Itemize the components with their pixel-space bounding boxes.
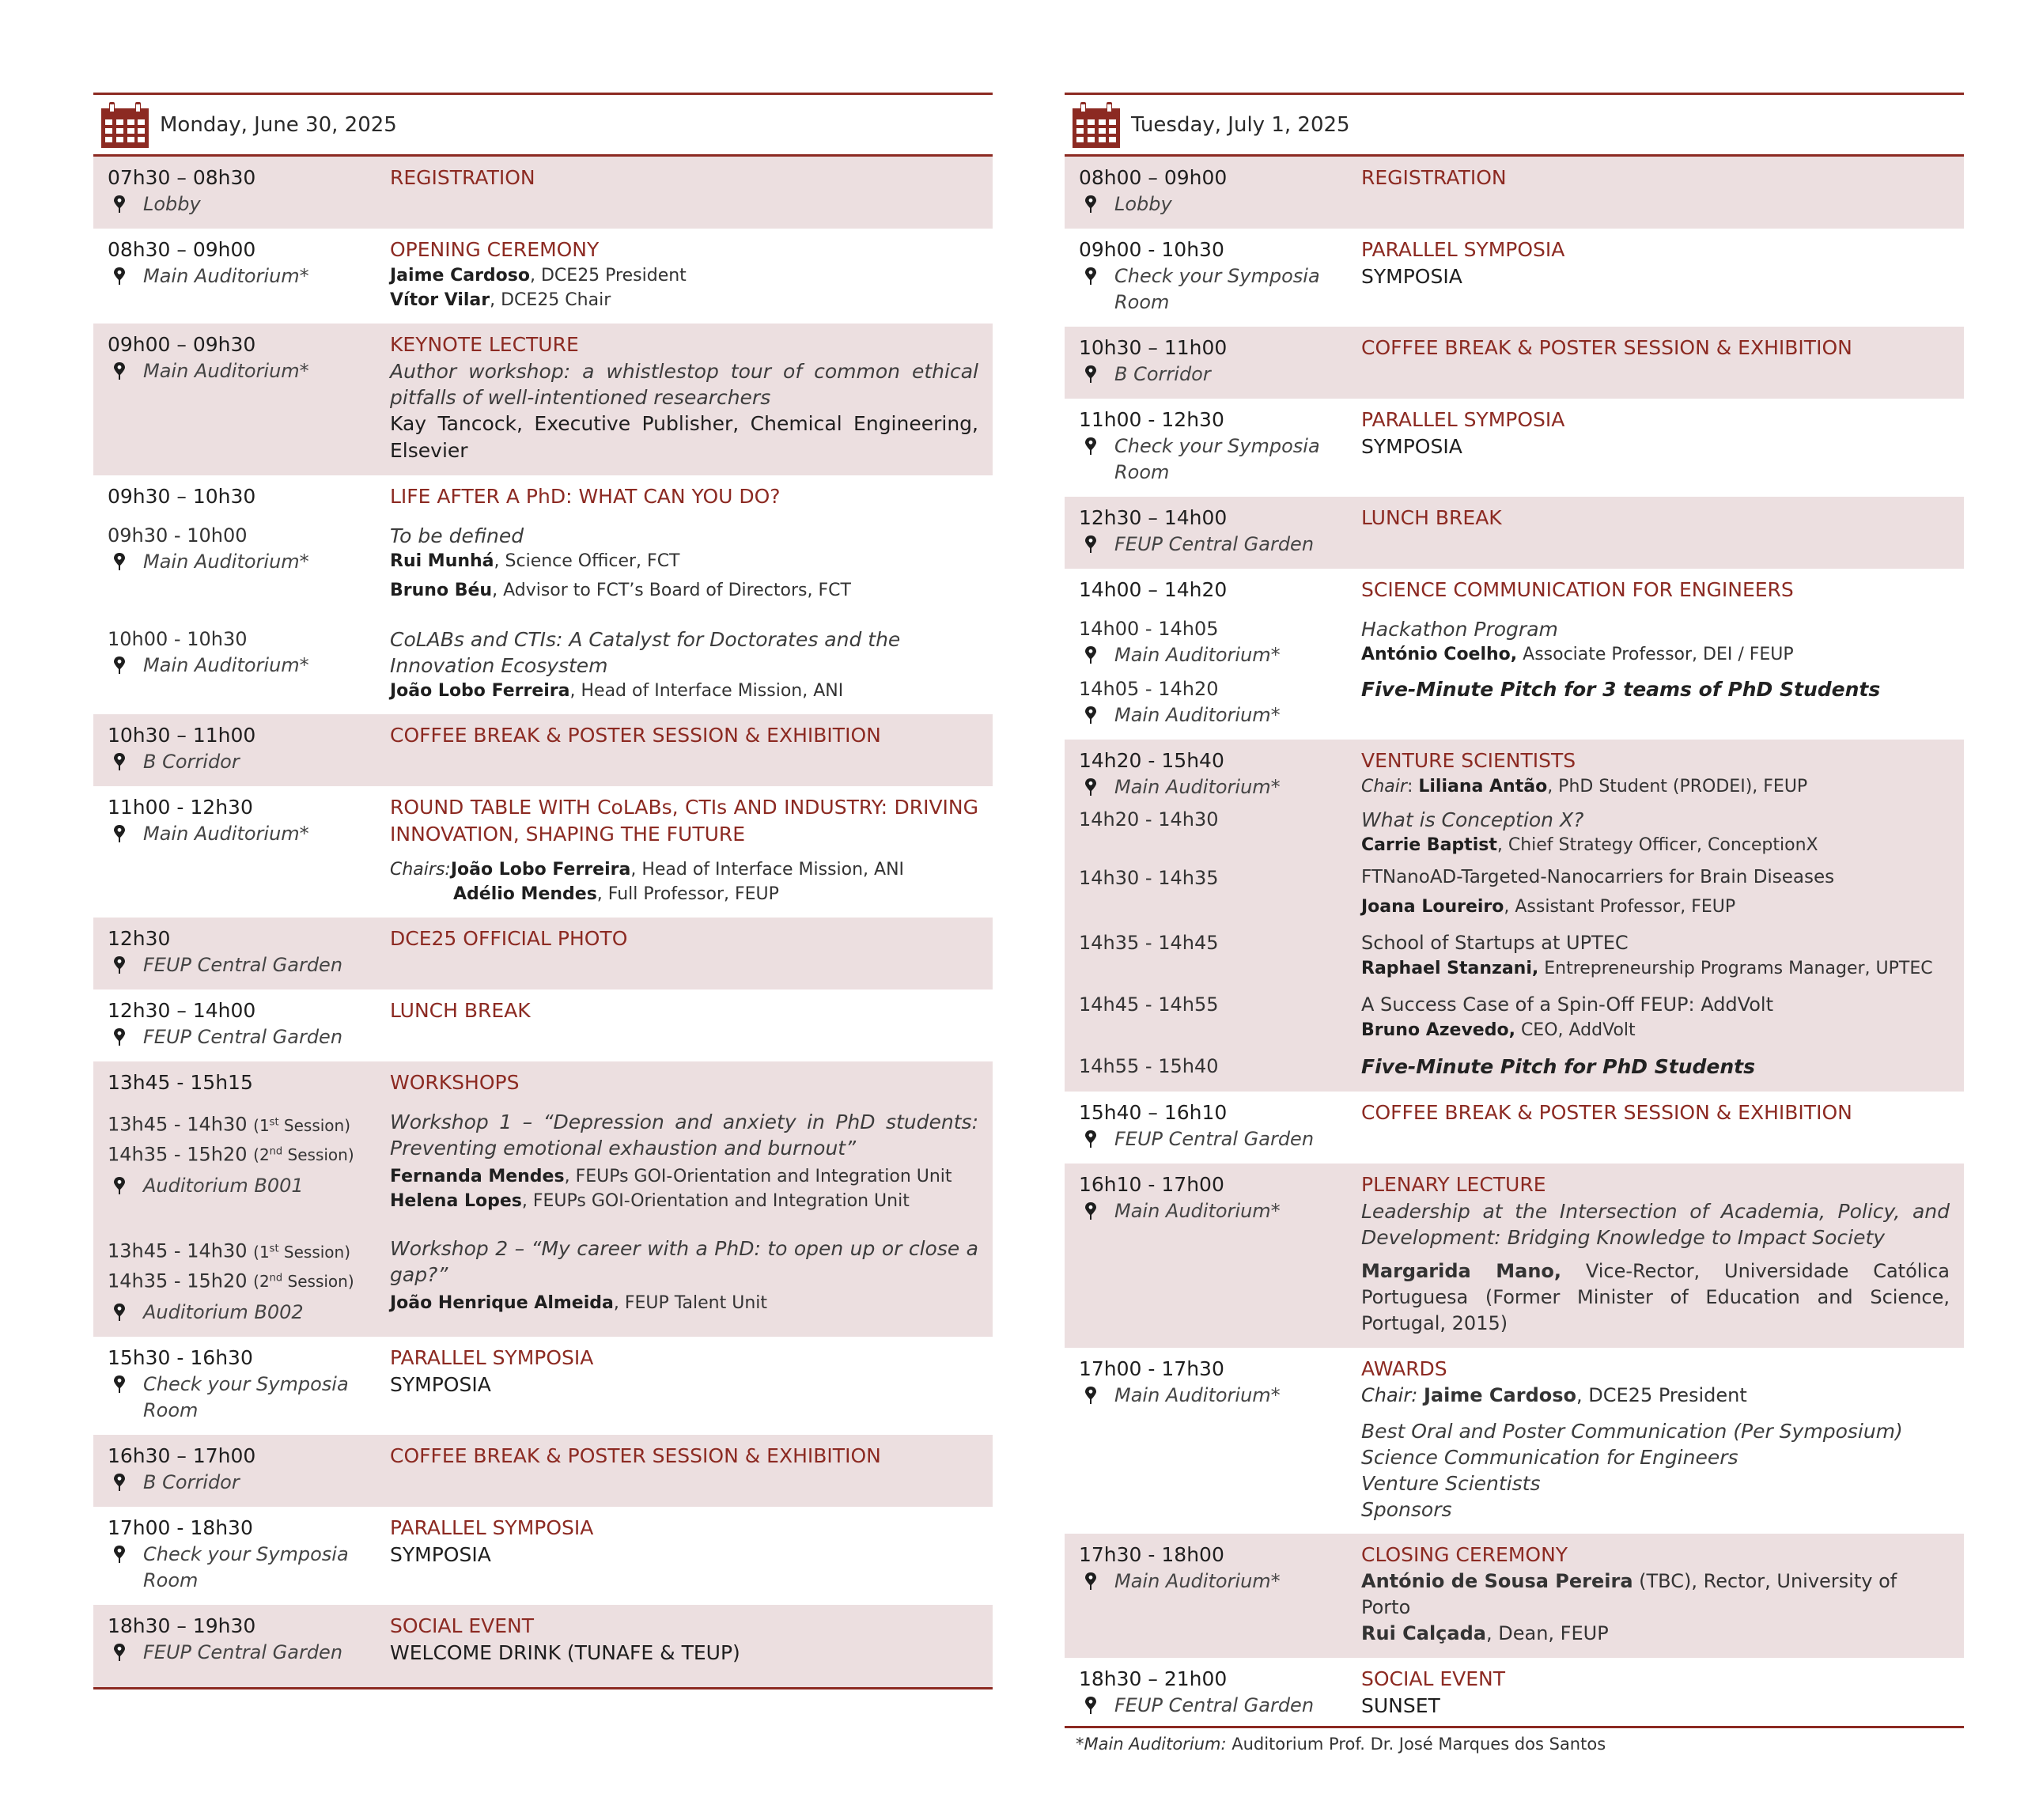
speaker: Rui Munhá, Science Officer, FCT <box>390 551 680 571</box>
schedule-row <box>1065 327 1964 399</box>
map-pin-icon <box>1084 535 1098 554</box>
event-title: COFFEE BREAK & POSTER SESSION & EXHIBITION <box>1361 1101 1852 1124</box>
map-pin-icon <box>112 824 127 843</box>
speaker: João Henrique Almeida, FEUP Talent Unit <box>390 1293 768 1313</box>
day-column-monday <box>93 93 993 1689</box>
map-pin-icon <box>112 1303 127 1322</box>
talk-title: FTNanoAD-Targeted-Nanocarriers for Brain Diseases <box>1361 867 1835 887</box>
chair: Chairs:João Lobo Ferreira, Head of Interface Mission, ANI <box>390 860 905 880</box>
map-pin-icon <box>1084 1201 1098 1220</box>
sub-time: 14h35 - 15h20 (2nd Session) <box>108 1269 354 1292</box>
row-time: 12h30 – 14h00 <box>108 999 256 1022</box>
speaker: Carrie Baptist, Chief Strategy Officer, ConceptionX <box>1361 835 1818 855</box>
row-location: Main Auditorium* <box>1114 644 1281 666</box>
schedule-row <box>1065 399 1964 497</box>
map-pin-icon <box>1084 365 1098 384</box>
row-time: 15h40 – 16h10 <box>1079 1101 1228 1124</box>
schedule-row <box>93 229 993 324</box>
row-location: Check your Symposia Room <box>1114 435 1320 483</box>
map-pin-icon <box>112 1473 127 1492</box>
map-pin-icon <box>1084 437 1098 456</box>
sub-time: 14h55 - 15h40 <box>1079 1055 1219 1077</box>
row-location: Main Auditorium* <box>1114 776 1281 798</box>
row-location: B Corridor <box>143 1471 240 1494</box>
map-pin-icon <box>112 752 127 771</box>
row-time: 08h00 – 09h00 <box>1079 166 1228 189</box>
schedule-row <box>93 157 993 229</box>
award-item: Best Oral and Poster Communication (Per Symposium) <box>1361 1420 1903 1443</box>
map-pin-icon <box>112 267 127 286</box>
sub-time: 14h45 - 14h55 <box>1079 993 1219 1016</box>
sub-time: 09h30 - 10h00 <box>108 524 248 547</box>
row-location: Main Auditorium* <box>1114 704 1281 726</box>
schedule-row <box>93 1337 993 1435</box>
row-location: Main Auditorium* <box>143 823 309 845</box>
map-pin-icon <box>112 656 127 675</box>
schedule-row <box>1065 497 1964 569</box>
event-title: LUNCH BREAK <box>1361 506 1502 529</box>
schedule-row <box>1065 1164 1964 1348</box>
award-item: Venture Scientists <box>1361 1472 1541 1495</box>
map-pin-icon <box>112 1643 127 1662</box>
row-time: 08h30 – 09h00 <box>108 238 256 261</box>
talk-title: Workshop 1 – “Depression and anxiety in PhD students: Preventing emotional exhaustion and burnout” <box>390 1111 978 1160</box>
map-pin-icon <box>1084 1386 1098 1405</box>
talk-title: Author workshop: a whistlestop tour of common ethical pitfalls of well-intentioned researchers <box>390 360 978 409</box>
schedule-row <box>1065 229 1964 327</box>
speaker: Jaime Cardoso, DCE25 President <box>390 266 687 286</box>
map-pin-icon <box>1084 706 1098 725</box>
event-title: AWARDS <box>1361 1357 1447 1380</box>
schedule-row <box>93 786 993 918</box>
row-location: Main Auditorium* <box>143 265 309 287</box>
calendar-icon <box>101 102 149 148</box>
day-header <box>93 93 993 157</box>
row-time: 12h30 <box>108 927 171 950</box>
row-location: Main Auditorium* <box>143 654 309 676</box>
row-location: FEUP Central Garden <box>143 1026 343 1048</box>
event-subtitle: SUNSET <box>1361 1694 1440 1717</box>
event-title: REGISTRATION <box>390 166 535 189</box>
schedule-row <box>1065 157 1964 229</box>
event-title: REGISTRATION <box>1361 166 1507 189</box>
row-location: FEUP Central Garden <box>1114 1128 1315 1150</box>
map-pin-icon <box>1084 1696 1098 1715</box>
schedule-row <box>1065 569 1964 740</box>
sub-session <box>108 523 978 603</box>
row-location: Lobby <box>1114 193 1172 215</box>
schedule-row <box>93 714 993 786</box>
sub-session <box>1079 1054 1950 1080</box>
talk-title: Five-Minute Pitch for 3 teams of PhD Students <box>1361 678 1881 701</box>
sub-session <box>1079 616 1950 668</box>
row-location: Auditorium B002 <box>143 1301 304 1324</box>
event-subtitle: WELCOME DRINK (TUNAFE & TEUP) <box>390 1641 740 1665</box>
speaker: Joana Loureiro, Assistant Professor, FEUP <box>1361 897 1736 917</box>
talk-title: What is Conception X? <box>1361 808 1584 831</box>
row-time: 11h00 - 12h30 <box>108 796 253 819</box>
day-header <box>1065 93 1964 157</box>
talk-title: A Success Case of a Spin-Off FEUP: AddVolt <box>1361 993 1773 1016</box>
event-title: SOCIAL EVENT <box>390 1614 535 1638</box>
speaker: Margarida Mano, Vice-Rector, Universidade Católica Portuguesa (Former Minister of Education and Science, Portugal, 2015) <box>1361 1260 1950 1334</box>
map-pin-icon <box>112 1176 127 1195</box>
event-subtitle: SYMPOSIA <box>1361 265 1462 288</box>
map-pin-icon <box>1084 195 1098 214</box>
chair: Chair: Jaime Cardoso, DCE25 President <box>1361 1384 1747 1406</box>
row-location: FEUP Central Garden <box>143 1641 343 1664</box>
day-column-tuesday <box>1065 93 1964 1754</box>
map-pin-icon <box>1084 267 1098 286</box>
map-pin-icon <box>1084 1129 1098 1148</box>
row-location: Check your Symposia Room <box>143 1543 349 1592</box>
sub-session <box>1079 992 1950 1042</box>
schedule-row <box>93 1605 993 1689</box>
row-time: 10h30 – 11h00 <box>108 724 256 747</box>
sub-time: 14h00 - 14h05 <box>1079 618 1219 640</box>
workshop-item <box>108 1235 978 1326</box>
map-pin-icon <box>1084 778 1098 796</box>
event-title: LUNCH BREAK <box>390 999 531 1022</box>
speaker: Vítor Vilar, DCE25 Chair <box>390 290 611 310</box>
talk-title: School of Startups at UPTEC <box>1361 932 1629 954</box>
row-time: 17h30 - 18h00 <box>1079 1543 1224 1566</box>
row-time: 14h20 - 15h40 <box>1079 749 1224 772</box>
event-title: DCE25 OFFICIAL PHOTO <box>390 927 628 950</box>
sub-time: 14h35 - 14h45 <box>1079 932 1219 954</box>
event-title: KEYNOTE LECTURE <box>390 333 579 356</box>
event-title: ROUND TABLE WITH CoLABs, CTIs AND INDUSTRY: DRIVING INNOVATION, SHAPING THE FUTURE <box>390 796 978 846</box>
sub-session <box>1079 930 1950 981</box>
row-time: 10h30 – 11h00 <box>1079 336 1228 359</box>
event-title: PARALLEL SYMPOSIA <box>390 1516 594 1540</box>
row-location: Check your Symposia Room <box>143 1373 349 1422</box>
event-title: COFFEE BREAK & POSTER SESSION & EXHIBITION <box>1361 336 1852 359</box>
speaker: Helena Lopes, FEUPs GOI-Orientation and Integration Unit <box>390 1191 910 1211</box>
talk-title: To be defined <box>390 524 524 547</box>
schedule-row <box>1065 1534 1964 1658</box>
schedule-row <box>93 1061 993 1337</box>
footnote: *Main Auditorium: Auditorium Prof. Dr. José Marques dos Santos <box>1076 1735 1606 1754</box>
event-subtitle: SYMPOSIA <box>390 1373 491 1397</box>
talk-title: Five-Minute Pitch for PhD Students <box>1361 1055 1755 1078</box>
row-location: B Corridor <box>1114 363 1211 385</box>
event-title: WORKSHOPS <box>390 1071 520 1094</box>
schedule-row <box>93 1507 993 1605</box>
speaker: Fernanda Mendes, FEUPs GOI-Orientation and Integration Unit <box>390 1167 952 1186</box>
speaker: João Lobo Ferreira, Head of Interface Mission, ANI <box>390 681 844 701</box>
row-time: 18h30 – 19h30 <box>108 1614 256 1638</box>
event-title: SOCIAL EVENT <box>1361 1667 1506 1690</box>
event-title: PARALLEL SYMPOSIA <box>1361 408 1565 431</box>
row-location: Main Auditorium* <box>143 551 309 573</box>
speaker: Kay Tancock, Executive Publisher, Chemical Engineering, Elsevier <box>390 412 978 462</box>
sub-session <box>1079 676 1950 728</box>
row-location: Main Auditorium* <box>1114 1384 1281 1406</box>
schedule-row <box>1065 1658 1964 1728</box>
day-title: Tuesday, July 1, 2025 <box>1131 112 1350 137</box>
sub-time: 14h05 - 14h20 <box>1079 678 1219 700</box>
schedule-row <box>93 475 993 714</box>
event-title: PARALLEL SYMPOSIA <box>1361 238 1565 261</box>
speaker: António de Sousa Pereira (TBC), Rector, University of Porto <box>1361 1570 1897 1618</box>
row-time: 12h30 – 14h00 <box>1079 506 1228 529</box>
sub-time: 10h00 - 10h30 <box>108 628 248 650</box>
row-location: Main Auditorium* <box>1114 1200 1281 1222</box>
award-item: Sponsors <box>1361 1498 1452 1521</box>
calendar-icon <box>1073 102 1120 148</box>
event-subtitle: SYMPOSIA <box>1361 435 1462 458</box>
map-pin-icon <box>1084 1572 1098 1591</box>
row-time: 18h30 – 21h00 <box>1079 1667 1228 1690</box>
map-pin-icon <box>112 1027 127 1046</box>
row-time: 09h00 - 10h30 <box>1079 238 1224 261</box>
speaker: Bruno Azevedo, CEO, AddVolt <box>1361 1020 1636 1040</box>
row-location: Auditorium B001 <box>143 1175 304 1198</box>
row-time: 13h45 - 15h15 <box>108 1071 253 1094</box>
event-title: LIFE AFTER A PhD: WHAT CAN YOU DO? <box>390 485 781 508</box>
workshop-item <box>108 1109 978 1213</box>
event-title: PARALLEL SYMPOSIA <box>390 1346 594 1370</box>
speaker: Raphael Stanzani, Entrepreneurship Programs Manager, UPTEC <box>1361 959 1933 978</box>
map-pin-icon <box>112 195 127 214</box>
schedule-row <box>93 1435 993 1507</box>
event-title: CLOSING CEREMONY <box>1361 1543 1568 1566</box>
schedule-row <box>93 989 993 1061</box>
talk-title: CoLABs and CTIs: A Catalyst for Doctorates and the Innovation Ecosystem <box>390 628 901 677</box>
sub-time: 13h45 - 14h30 (1st Session) <box>108 1113 351 1136</box>
sub-session <box>1079 807 1950 857</box>
day-title: Monday, June 30, 2025 <box>160 112 397 137</box>
award-item: Science Communication for Engineers <box>1361 1446 1738 1469</box>
map-pin-icon <box>112 361 127 380</box>
map-pin-icon <box>1084 645 1098 664</box>
schedule-row <box>1065 1348 1964 1534</box>
row-time: 15h30 - 16h30 <box>108 1346 253 1370</box>
row-location: FEUP Central Garden <box>1114 533 1315 555</box>
sub-session <box>1079 865 1950 919</box>
talk-title: Workshop 2 – “My career with a PhD: to open up or close a gap?” <box>390 1237 978 1286</box>
schedule-row <box>1065 740 1964 1092</box>
schedule-row <box>1065 1092 1964 1164</box>
speaker: Rui Calçada, Dean, FEUP <box>1361 1622 1609 1644</box>
row-time: 16h10 - 17h00 <box>1079 1173 1224 1196</box>
row-time: 14h00 – 14h20 <box>1079 578 1228 601</box>
event-subtitle: SYMPOSIA <box>390 1543 491 1567</box>
row-time: 09h30 – 10h30 <box>108 485 256 508</box>
row-time: 16h30 – 17h00 <box>108 1444 256 1468</box>
sub-session <box>108 626 978 703</box>
event-title: OPENING CEREMONY <box>390 238 600 261</box>
schedule-row <box>93 918 993 989</box>
map-pin-icon <box>112 552 127 571</box>
row-location: Main Auditorium* <box>143 360 309 382</box>
row-location: Lobby <box>143 193 201 215</box>
row-location: Main Auditorium* <box>1114 1570 1281 1592</box>
schedule-row <box>93 324 993 475</box>
speaker: António Coelho, Associate Professor, DEI / FEUP <box>1361 645 1794 664</box>
sub-time: 14h30 - 14h35 <box>1079 867 1219 889</box>
event-title: COFFEE BREAK & POSTER SESSION & EXHIBITION <box>390 724 881 747</box>
chair: Adélio Mendes, Full Professor, FEUP <box>453 884 779 904</box>
event-title: VENTURE SCIENTISTS <box>1361 749 1576 772</box>
speaker: Bruno Béu, Advisor to FCT’s Board of Directors, FCT <box>390 581 851 600</box>
row-location: FEUP Central Garden <box>143 954 343 976</box>
talk-title: Leadership at the Intersection of Academia, Policy, and Development: Bridging Knowledge to Impact Society <box>1361 1200 1950 1249</box>
map-pin-icon <box>112 1375 127 1394</box>
row-time: 09h00 – 09h30 <box>108 333 256 356</box>
talk-title: Hackathon Program <box>1361 618 1558 641</box>
map-pin-icon <box>112 1545 127 1564</box>
row-location: FEUP Central Garden <box>1114 1694 1315 1716</box>
chair: Chair: Liliana Antão, PhD Student (PRODEI), FEUP <box>1361 777 1808 796</box>
sub-time: 14h20 - 14h30 <box>1079 808 1219 831</box>
map-pin-icon <box>112 955 127 974</box>
row-time: 17h00 - 17h30 <box>1079 1357 1224 1380</box>
row-time: 11h00 - 12h30 <box>1079 408 1224 431</box>
event-title: PLENARY LECTURE <box>1361 1173 1546 1196</box>
event-title: COFFEE BREAK & POSTER SESSION & EXHIBITION <box>390 1444 881 1468</box>
row-location: B Corridor <box>143 751 240 773</box>
sub-time: 14h35 - 15h20 (2nd Session) <box>108 1143 354 1166</box>
row-time: 07h30 – 08h30 <box>108 166 256 189</box>
sub-time: 13h45 - 14h30 (1st Session) <box>108 1239 351 1262</box>
event-title: SCIENCE COMMUNICATION FOR ENGINEERS <box>1361 578 1794 601</box>
row-location: Check your Symposia Room <box>1114 265 1320 313</box>
row-time: 17h00 - 18h30 <box>108 1516 253 1540</box>
